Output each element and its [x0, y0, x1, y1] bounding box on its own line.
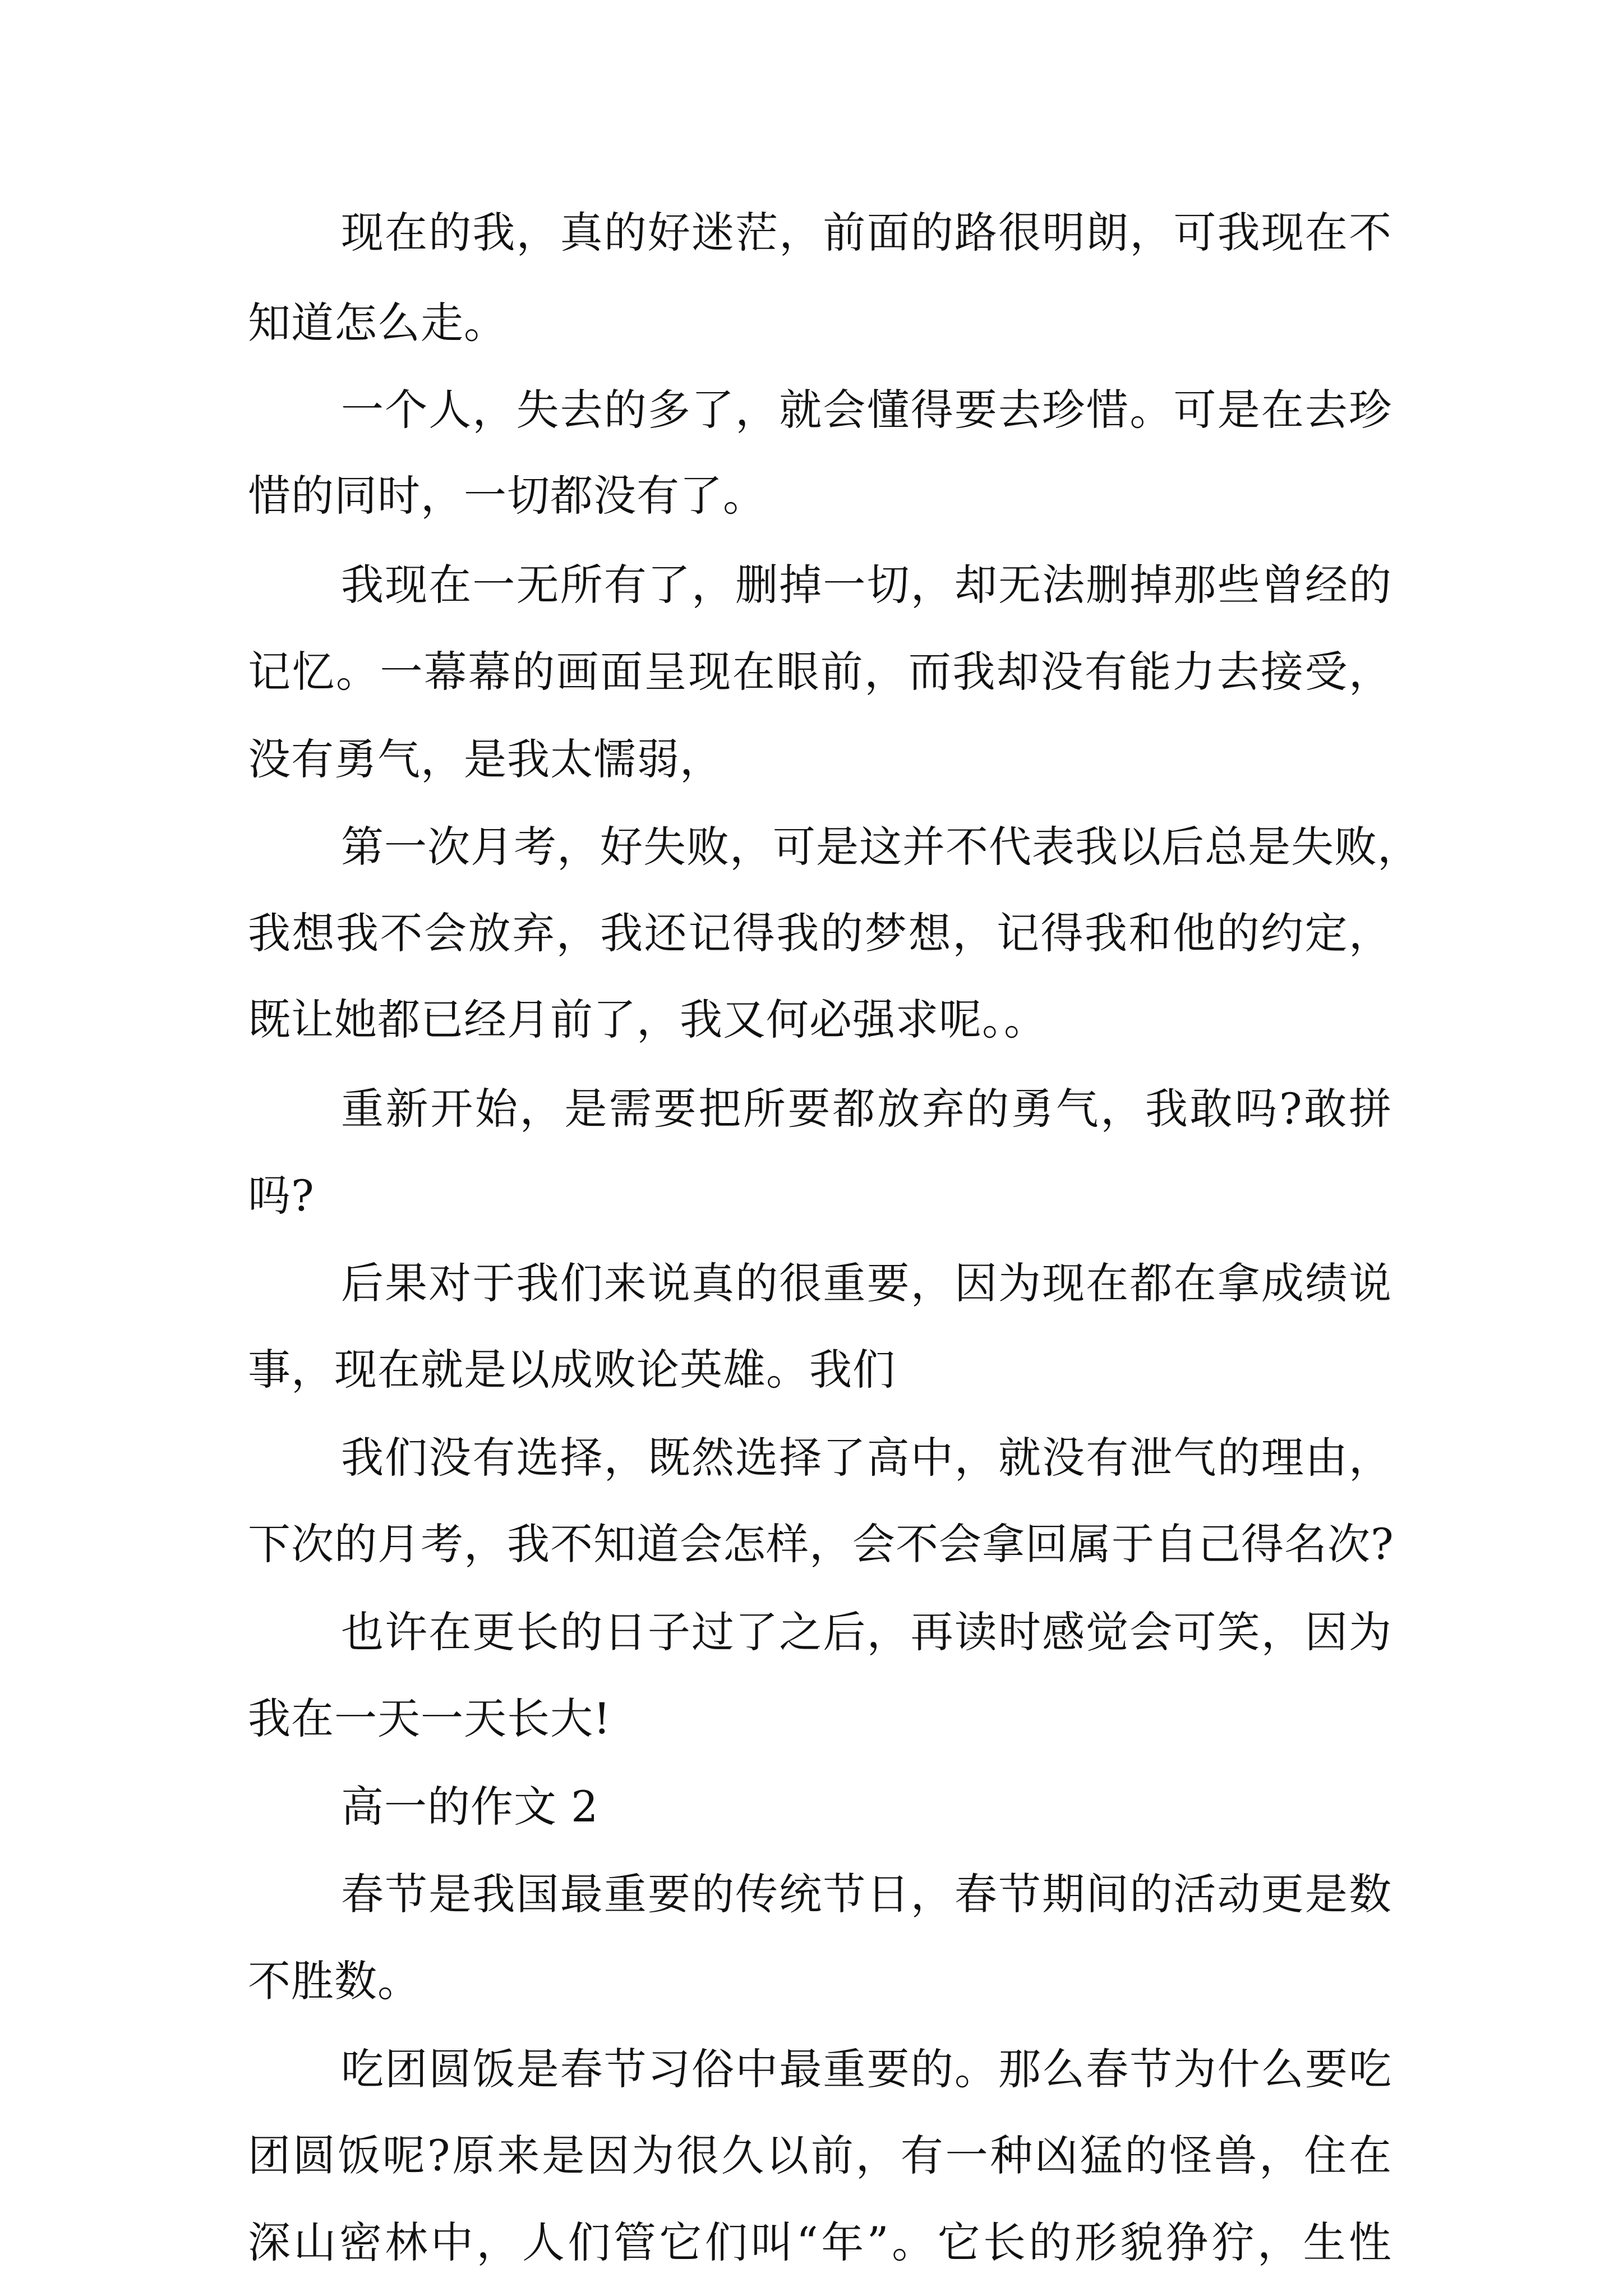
paragraph-line: 吗?: [248, 1171, 315, 1221]
paragraph-line: 既让她都已经月前了，我又何必强求呢。。: [248, 995, 1047, 1045]
paragraph-line: 重新开始，是需要把所要都放弃的勇气，我敢吗?敢拼: [341, 1084, 1392, 1134]
paragraph-line: 下次的月考，我不知道会怎样，会不会拿回属于自己得名次?: [248, 1519, 1394, 1569]
paragraph-line: 团圆饭呢?原来是因为很久以前，有一种凶猛的怪兽，住在: [248, 2131, 1392, 2180]
paragraph-line: 也许在更长的日子过了之后，再读时感觉会可笑，因为: [341, 1607, 1392, 1657]
paragraph-line: 我现在一无所有了，删掉一切，却无法删掉那些曾经的: [341, 560, 1392, 610]
paragraph-line: 后果对于我们来说真的很重要，因为现在都在拿成绩说: [341, 1258, 1392, 1308]
paragraph-line: 我在一天一天长大!: [248, 1694, 611, 1743]
paragraph-line: 没有勇气，是我太懦弱，: [248, 734, 723, 784]
paragraph-line: 现在的我，真的好迷茫，前面的路很明朗，可我现在不: [341, 208, 1392, 257]
paragraph-line: 我们没有选择，既然选择了高中，就没有泄气的理由，: [341, 1433, 1392, 1483]
paragraph-line: 深山密林中，人们管它们叫“年”。它长的形貌狰狞，生性: [248, 2217, 1392, 2267]
section-heading: 高一的作文 2: [341, 1782, 599, 1832]
paragraph-line: 吃团圆饭是春节习俗中最重要的。那么春节为什么要吃: [341, 2044, 1392, 2094]
paragraph-line: 我想我不会放弃，我还记得我的梦想，记得我和他的约定，: [248, 908, 1392, 958]
paragraph-line: 不胜数。: [248, 1956, 421, 2006]
paragraph-line: 记忆。一幕幕的画面呈现在眼前，而我却没有能力去接受，: [248, 647, 1392, 697]
paragraph-line: 春节是我国最重要的传统节日，春节期间的活动更是数: [341, 1869, 1392, 1919]
paragraph-line: 惜的同时，一切都没有了。: [248, 471, 766, 521]
paragraph-line: 知道怎么走。: [248, 298, 507, 348]
paragraph-line: 事，现在就是以成败论英雄。我们: [248, 1345, 896, 1395]
paragraph-line: 一个人，失去的多了，就会懂得要去珍惜。可是在去珍: [341, 385, 1392, 435]
paragraph-line: 第一次月考，好失败，可是这并不代表我以后总是失败，: [341, 822, 1421, 872]
